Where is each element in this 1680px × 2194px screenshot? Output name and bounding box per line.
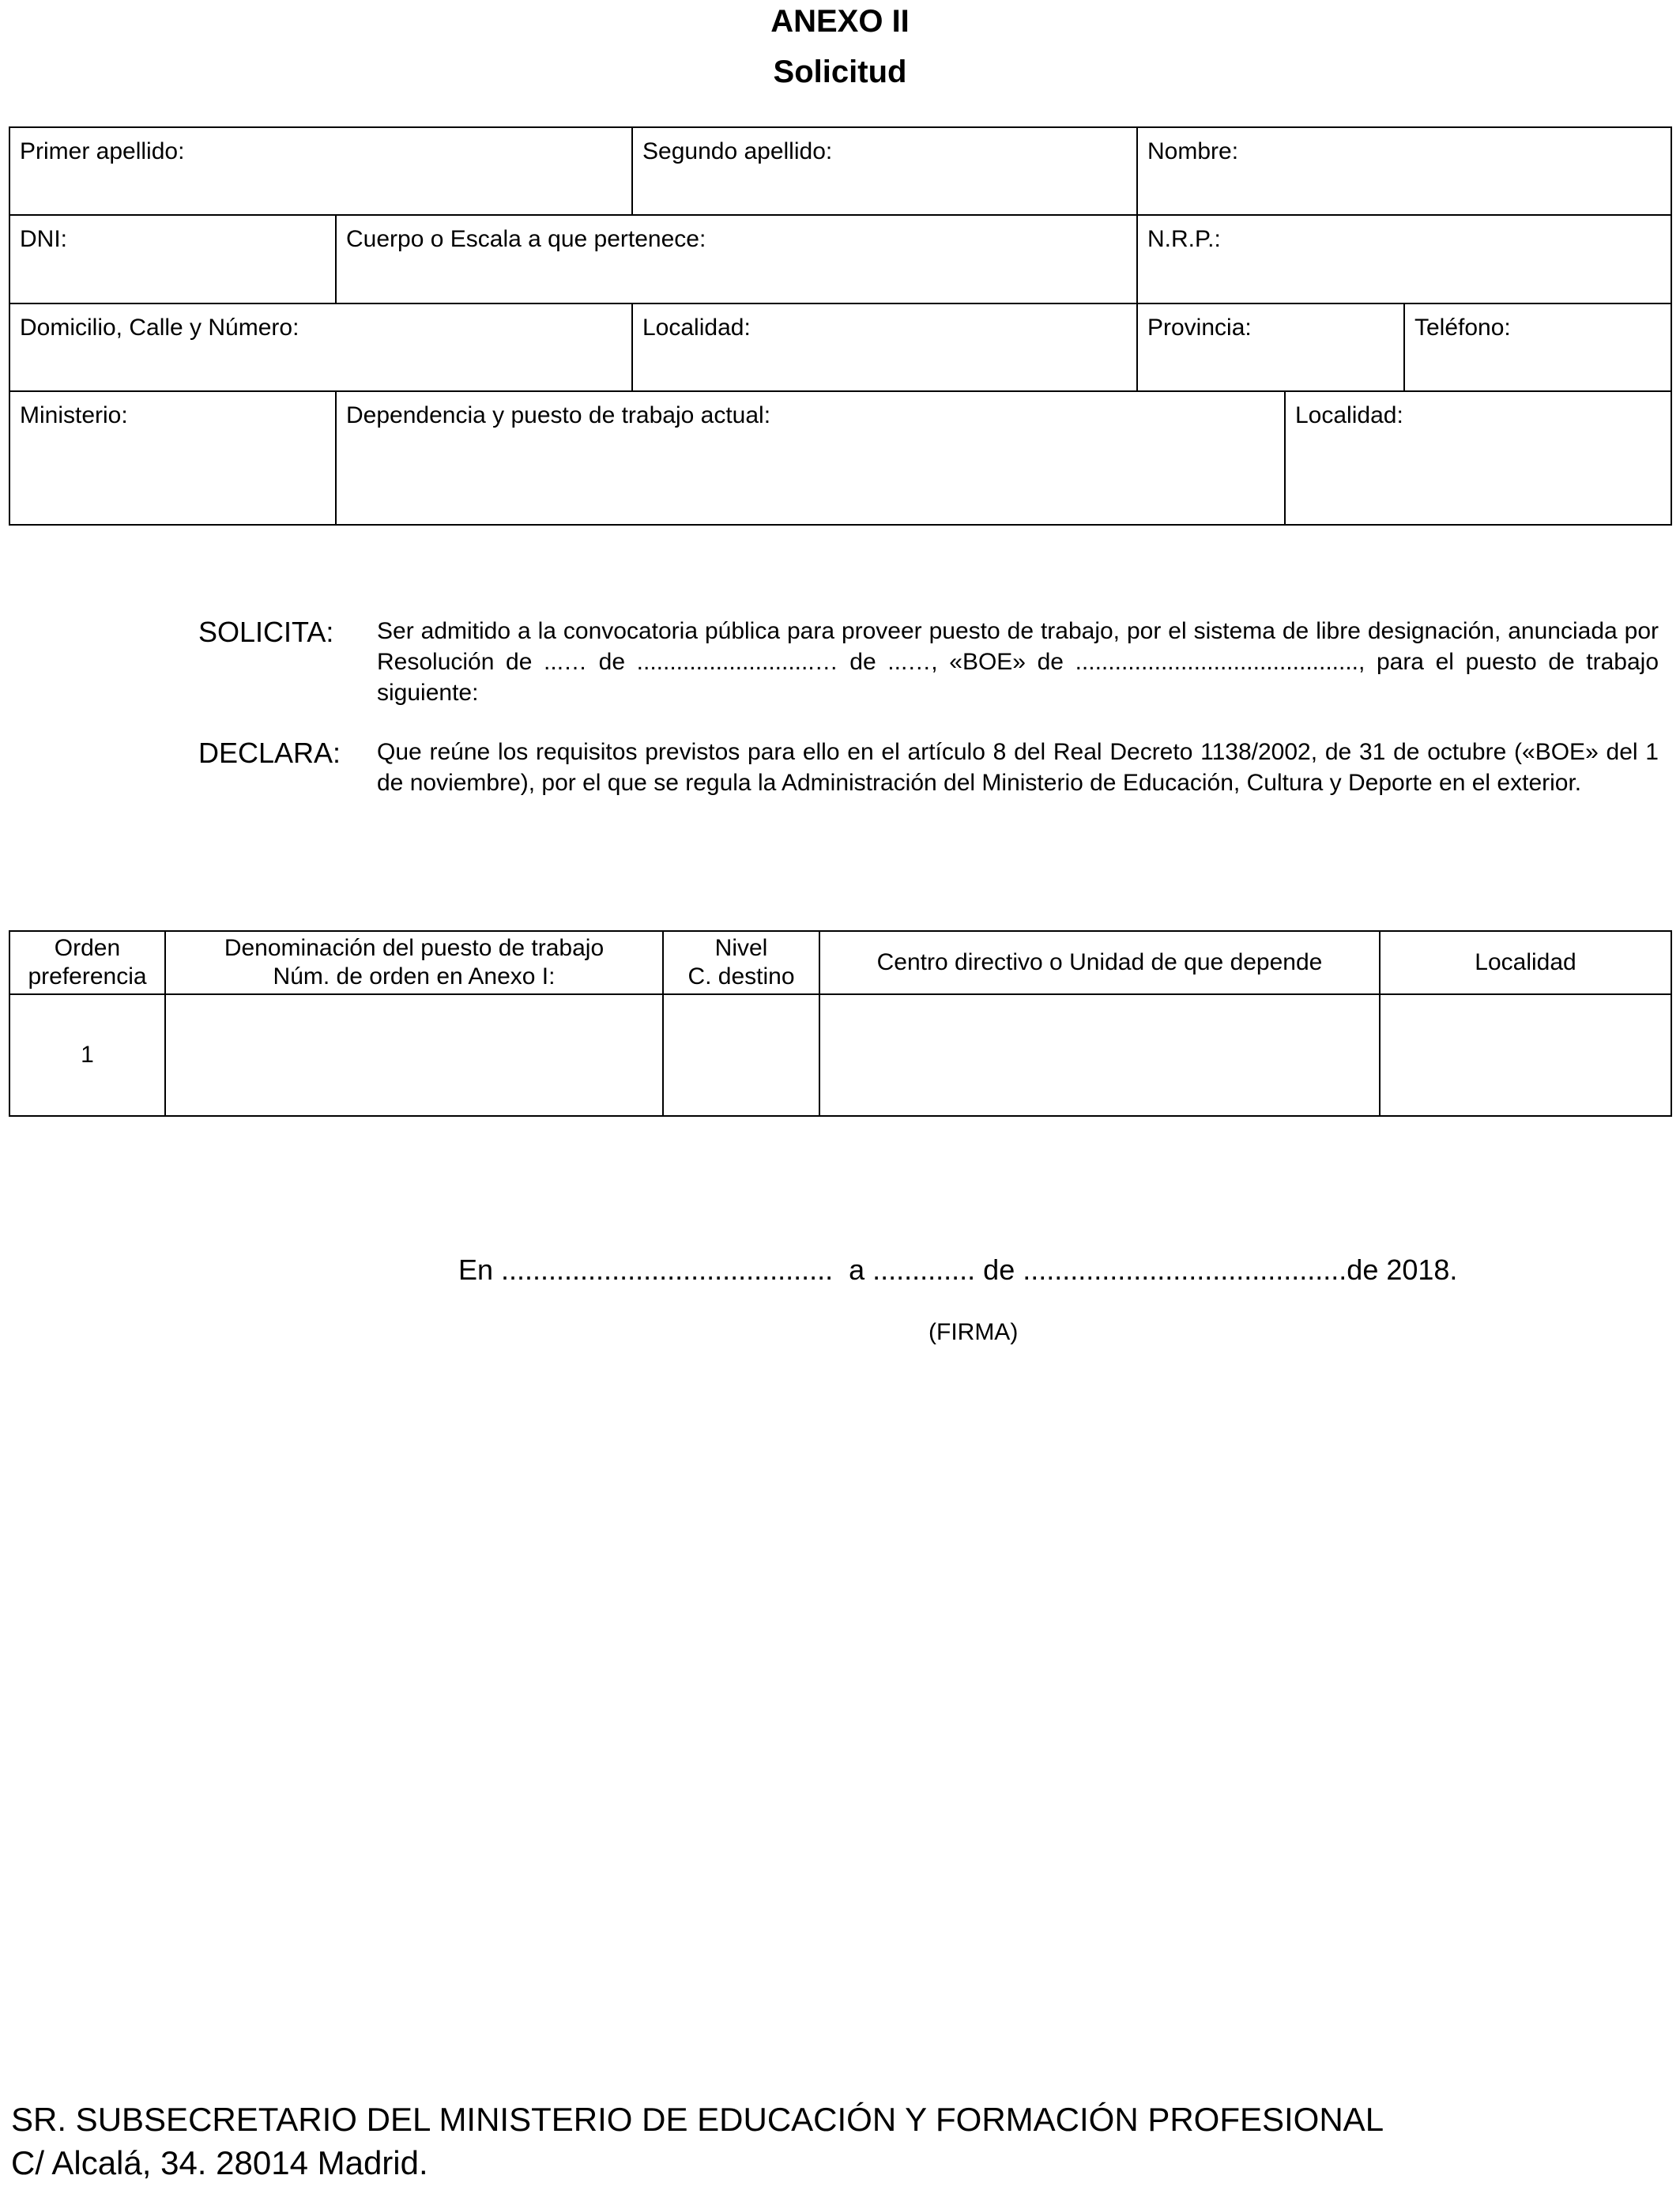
primer-apellido-label: Primer apellido: (20, 138, 185, 164)
table-row (9, 994, 1671, 1116)
nombre-label: Nombre: (1147, 138, 1239, 164)
cell-centro[interactable] (819, 994, 1380, 1116)
segundo-apellido-label: Segundo apellido: (642, 138, 833, 164)
dependencia-field[interactable] (336, 391, 1285, 525)
telefono-field[interactable] (1404, 303, 1671, 391)
provincia-field[interactable] (1137, 303, 1404, 391)
ministerio-field[interactable] (9, 391, 336, 525)
document-title: ANEXO II (770, 4, 910, 39)
declara-text: Que reúne los requisitos previstos para ello en el artículo 8 del Real Decreto 1138/2002, de 31 de octubre («BOE» del 1 de noviembre), por el que se regula la Administración del Ministerio de Educación, Cultura y Deporte en el exterior. (377, 739, 1659, 796)
header-denominacion (165, 931, 663, 994)
cuerpo-escala-label: Cuerpo o Escala a que pertenece: (346, 226, 706, 252)
nombre-field[interactable] (1137, 127, 1671, 215)
place-date-line[interactable]: En .......................................... a ............. de .........................................de 2018. (458, 1253, 1458, 1286)
localidad-actual-label: Localidad: (1295, 402, 1403, 428)
cell-denominacion[interactable] (165, 994, 663, 1116)
domicilio-label: Domicilio, Calle y Número: (20, 315, 299, 341)
header-orden (9, 931, 165, 994)
header-denominacion-line2: Núm. de orden en Anexo I: (273, 963, 556, 990)
employment-form-row (9, 390, 1672, 526)
primer-apellido-field[interactable] (9, 127, 632, 215)
document-subtitle: Solicitud (773, 55, 907, 89)
header-nivel (663, 931, 819, 994)
cell-orden: 1 (9, 994, 165, 1116)
address-line: C/ Alcalá, 34. 28014 Madrid. (11, 2144, 428, 2181)
localidad-actual-field[interactable] (1285, 391, 1671, 525)
declara-label: DECLARA: (198, 737, 341, 769)
header-orden-line1: Orden (54, 935, 121, 961)
solicita-text: Ser admitido a la convocatoria pública para proveer puesto de trabajo, por el sistema de libre designación, anunciada por Resolución de ...… de ...........................… de ...…, «BOE» de ..........................................., para el puesto de trabajo siguiente: (377, 618, 1659, 706)
solicita-label: SOLICITA: (198, 616, 334, 648)
address-form-row (9, 303, 1672, 392)
localidad-label: Localidad: (642, 315, 751, 341)
firma-label: (FIRMA) (929, 1319, 1019, 1345)
domicilio-field[interactable] (9, 303, 632, 391)
table-header-row (9, 931, 1671, 994)
dni-label: DNI: (20, 226, 67, 252)
telefono-label: Teléfono: (1414, 315, 1511, 341)
cuerpo-escala-field[interactable] (336, 215, 1137, 303)
nrp-field[interactable] (1137, 215, 1671, 303)
header-denominacion-line1: Denominación del puesto de trabajo (224, 935, 605, 961)
header-localidad: Localidad (1380, 931, 1671, 994)
provincia-label: Provincia: (1147, 315, 1252, 341)
addressee-line: SR. SUBSECRETARIO DEL MINISTERIO DE EDUCACIÓN Y FORMACIÓN PROFESIONAL (11, 2101, 1384, 2138)
ministerio-label: Ministerio: (20, 402, 128, 428)
personal-data-form (9, 126, 1672, 304)
header-orden-line2: preferencia (28, 963, 147, 990)
segundo-apellido-field[interactable] (632, 127, 1137, 215)
cell-nivel[interactable] (663, 994, 819, 1116)
header-nivel-line1: Nivel (714, 935, 768, 961)
preferences-table (9, 930, 1672, 1117)
header-centro: Centro directivo o Unidad de que depende (819, 931, 1380, 994)
dependencia-label: Dependencia y puesto de trabajo actual: (346, 402, 771, 428)
header-nivel-line2: C. destino (687, 963, 795, 990)
localidad-field[interactable] (632, 303, 1137, 391)
dni-field[interactable] (9, 215, 336, 303)
cell-localidad[interactable] (1380, 994, 1671, 1116)
nrp-label: N.R.P.: (1147, 226, 1221, 252)
